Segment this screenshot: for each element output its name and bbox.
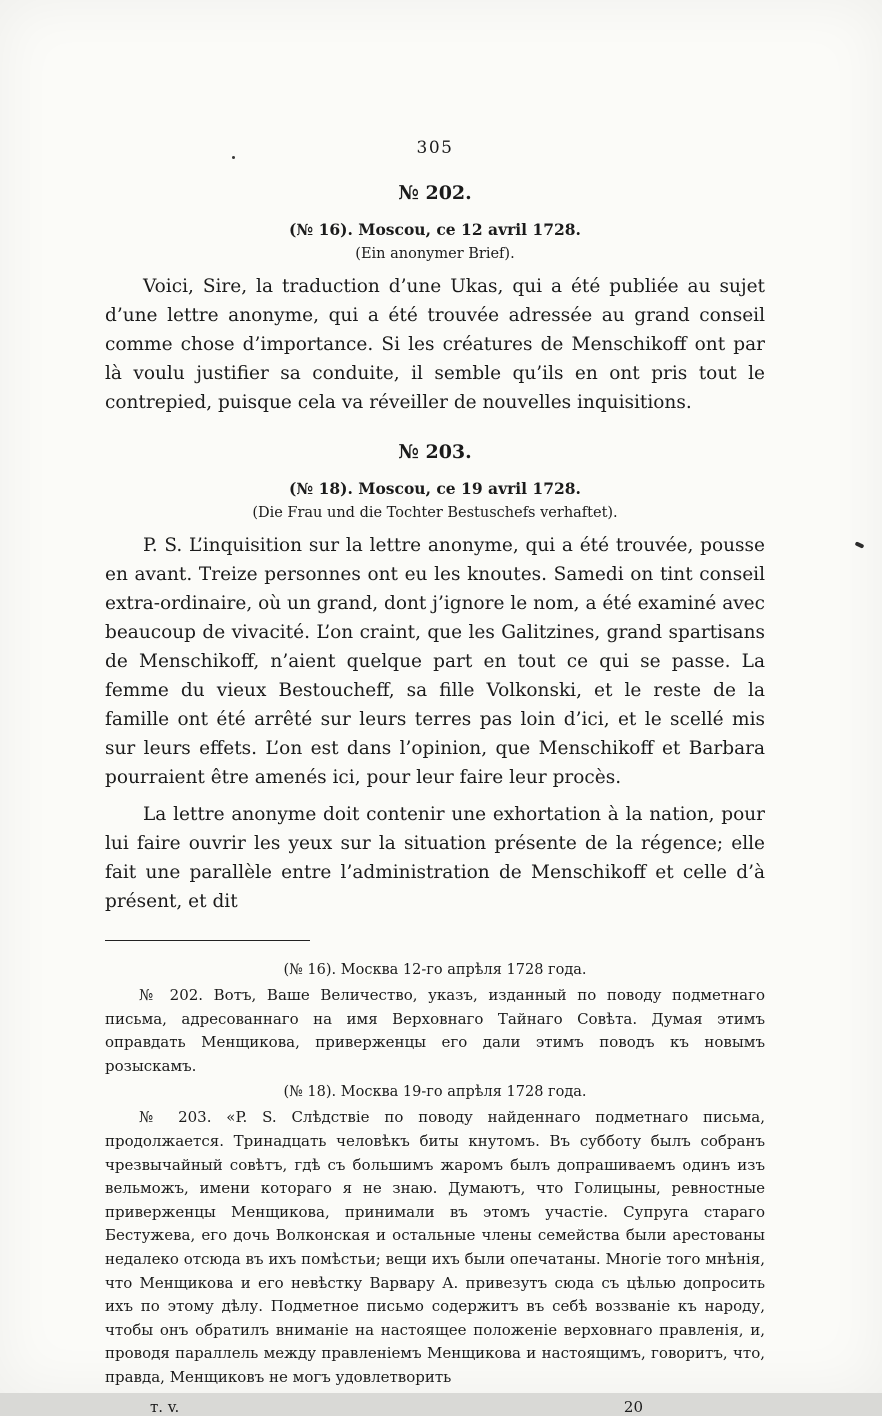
page-number: 305 xyxy=(416,138,454,158)
sheet-signature: 20 xyxy=(623,1397,643,1416)
footnote-dateline: (№ 18). Москва 19-го апрѣля 1728 года. xyxy=(283,1084,587,1101)
page-content xyxy=(105,138,765,1416)
footnote-text: № 203. «P. S. Слѣдствіе по поводу найденнаго подметнаго письма, продолжается. Тринадцать человѣкъ биты кнутомъ. Въ субботу былъ собранъ чрезвычайный совѣтъ, гдѣ съ большимъ жаромъ былъ допрашиваемъ одинъ изъ вельможъ, имени котораго я не знаю. Думаютъ, что Голицыны, ревностные приверженцы Менщикова, принимали въ этомъ участіе. Супруга стараго Бестужева, его дочь Волконская и остальные члены семейства были арестованы недалеко отсюда въ ихъ помѣстьи; вещи ихъ были опечатаны. Многіе того мнѣнія, что Менщикова и его невѣстку Варвару А. привезутъ сюда съ цѣлью допросить ихъ по этому дѣлу. Подметное письмо содержитъ въ себѣ воззваніе къ народу, чтобы онъ обратилъ вниманіе на настоящее положеніе верховнаго правленія, и, проводя параллель между правленіемъ Менщикова и настоящимъ, говоритъ, что, правда, Менщиковъ не могъ удовлетворить xyxy=(105,1108,765,1386)
scan-speck xyxy=(232,156,235,159)
section-203 xyxy=(105,441,765,916)
section-subtitle: (Die Frau und die Tochter Bestuschefs verhaftet). xyxy=(252,505,618,521)
footnote-dateline: (№ 16). Москва 12-го апрѣля 1728 года. xyxy=(283,962,587,978)
section-dateline: (№ 18). Moscou, ce 19 avril 1728. xyxy=(289,479,581,498)
footnote-separator xyxy=(105,940,310,941)
body-paragraph: Voici, Sire, la traduction d’une Ukas, qui a été publiée au sujet d’une lettre anonyme, qui a été trouvée adressée au grand conseil comme chose d’importance. Si les créatures de Menschikoff ont par là voulu justifier sa conduite, il semble qu’ils en ont pris tout le contrepied, puisque cela va réveiller de nouvelles inquisitions. xyxy=(105,276,765,413)
body-paragraph: La lettre anonyme doit contenir une exhortation à la nation, pour lui faire ouvrir les yeux sur la situation présente de la régence; elle fait une parallèle entre l’administration de Menschikoff et celle d’à présent, et dit xyxy=(105,804,765,912)
section-heading: № 203. xyxy=(398,441,472,463)
section-dateline: (№ 16). Moscou, ce 12 avril 1728. xyxy=(289,220,581,239)
scan-speck xyxy=(855,541,865,548)
section-heading: № 202. xyxy=(398,182,472,204)
section-subtitle: (Ein anonymer Brief). xyxy=(355,246,515,262)
body-paragraph: P. S. L’inquisition sur la lettre anonyme, qui a été trouvée, pousse en avant. Treize personnes ont eu les knoutes. Samedi on tint conseil extra-ordinaire, où un grand, dont j’ignore le nom, a été examiné avec beaucoup de vivacité. L’on craint, que les Galitzines, grand spartisans de Menschikoff, n’aient quelque part en tout ce qui se passe. La femme du vieux Bestoucheff, sa fille Volkonski, et le reste de la famille ont été arrêté sur leurs terres pas loin d’ici, et le scellé mis sur leurs effets. L’on est dans l’opinion, que Menschikoff et Barbara pourraient être amenés ici, pour leur faire leur procès. xyxy=(105,535,765,788)
footnote-text: № 202. Вотъ, Ваше Величество, указъ, изданный по поводу подметнаго письма, адресованнаго на имя Верховнаго Тайнаго Совѣта. Думая этимъ оправдать Менщикова, приверженцы его дали этимъ поводъ къ новымъ розыскамъ. xyxy=(105,986,765,1075)
footnotes xyxy=(105,959,765,1390)
section-202 xyxy=(105,182,765,417)
page-footer xyxy=(105,1398,765,1416)
volume-signature: т. v. xyxy=(150,1397,180,1416)
